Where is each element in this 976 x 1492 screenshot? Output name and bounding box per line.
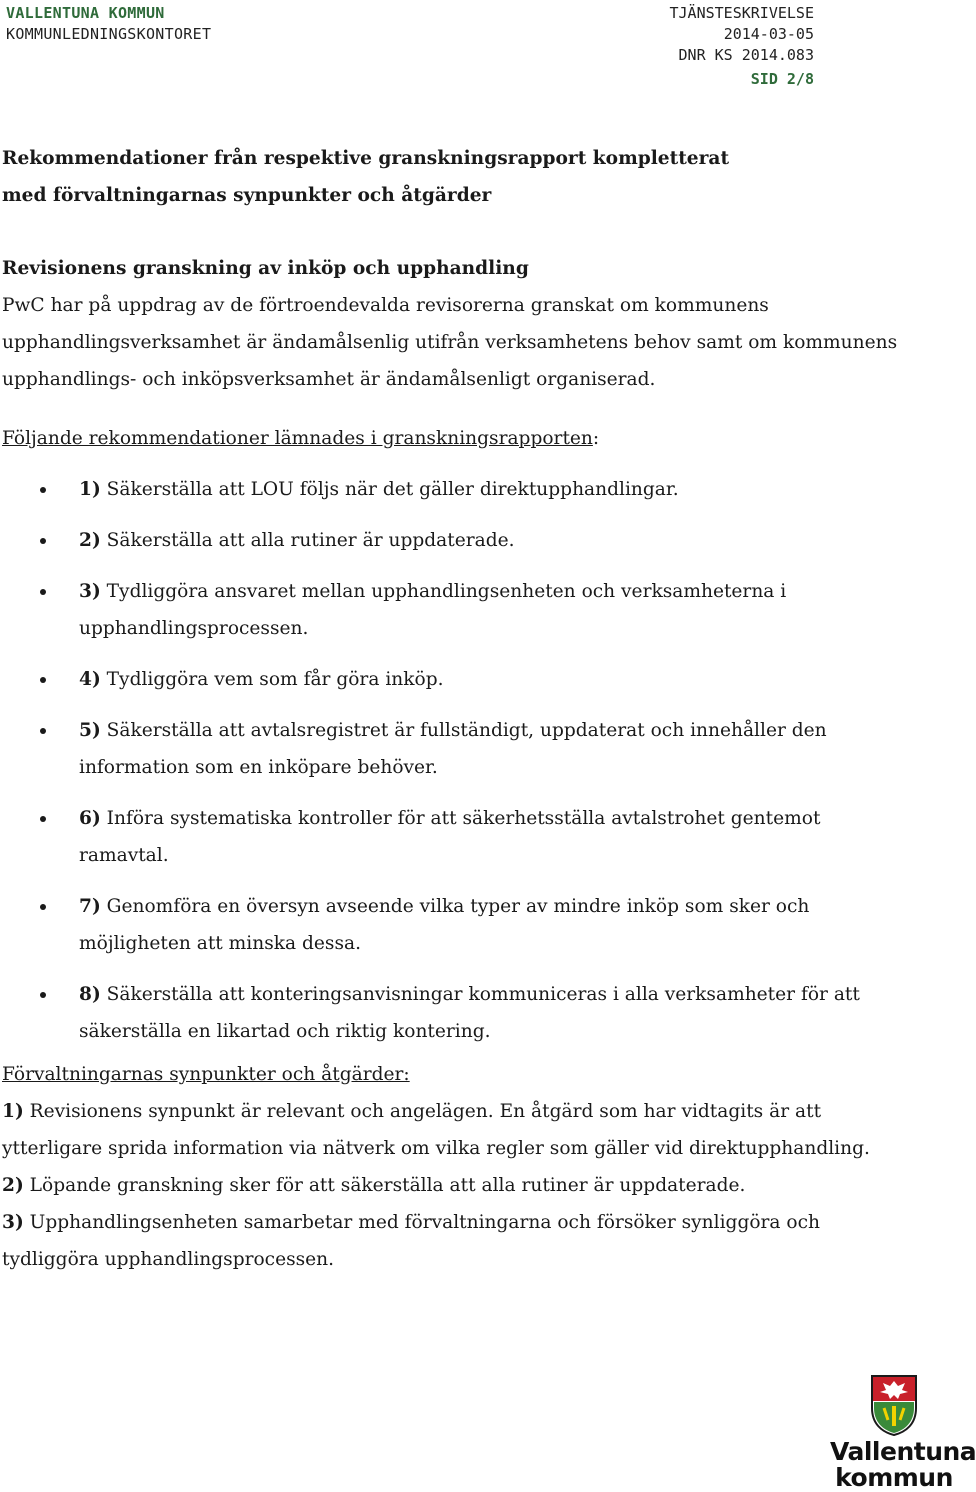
list-item (2, 522, 902, 559)
item-number: 1) (79, 479, 101, 500)
item-text: Tydliggöra ansvaret mellan upphandlingsenheten och verksamheterna i upphandlingsprocessen. (79, 581, 787, 639)
bullet-icon (40, 816, 46, 822)
list-item (2, 800, 902, 874)
logo-text-line-1: Vallentuna (830, 1437, 976, 1466)
bullet-icon (40, 728, 46, 734)
document-date: 2014-03-05 (723, 25, 814, 43)
document-body (2, 140, 902, 1278)
document-header-left (6, 3, 211, 45)
bullet-icon (40, 677, 46, 683)
organization-name: VALLENTUNA KOMMUN (6, 4, 165, 22)
item-text: Löpande granskning sker för att säkerställa att alla rutiner är uppdaterade. (23, 1175, 746, 1196)
bullet-icon (40, 992, 46, 998)
item-text: Upphandlingsenheten samarbetar med förvaltningarna och försöker synliggöra och tydliggöra upphandlingsprocessen. (2, 1212, 821, 1270)
item-text: Införa systematiska kontroller för att säkerhetsställa avtalstrohet gentemot ramavtal. (79, 808, 821, 866)
item-number: 7) (79, 896, 101, 917)
item-number: 1) (2, 1101, 24, 1122)
item-number: 8) (79, 984, 101, 1005)
item-number: 2) (2, 1175, 24, 1196)
item-text: Säkerställa att alla rutiner är uppdaterade. (100, 530, 515, 551)
department-name: KOMMUNLEDNINGSKONTORET (6, 25, 212, 43)
recommendations-heading-colon: : (592, 428, 600, 449)
item-text: Genomföra en översyn avseende vilka typer av mindre inköp som sker och möjligheten att minska dessa. (79, 896, 810, 954)
item-text: Revisionens synpunkt är relevant och angelägen. En åtgärd som har vidtagits är att ytterligare sprida information via nätverk om vilka regler som gäller vid direktupphandling. (2, 1101, 870, 1159)
item-text: Säkerställa att LOU följs när det gäller direktupphandlingar. (100, 479, 679, 500)
item-text: Tydliggöra vem som får göra inköp. (100, 669, 444, 690)
response-paragraph (2, 1204, 902, 1278)
recommendations-heading-text: Följande rekommendationer lämnades i granskningsrapporten (2, 428, 593, 449)
document-title-line-1: Rekommendationer från respektive granskningsrapport kompletterat (2, 148, 730, 169)
item-number: 3) (2, 1212, 24, 1233)
list-item (2, 888, 902, 962)
recommendations-heading (2, 420, 902, 457)
page-number: SID 2/8 (750, 70, 814, 88)
list-item (2, 976, 902, 1050)
document-title (2, 140, 902, 214)
item-text: Säkerställa att avtalsregistret är fullständigt, uppdaterat och innehåller den information som en inköpare behöver. (79, 720, 827, 778)
document-title-line-2: med förvaltningarnas synpunkter och åtgärder (2, 185, 492, 206)
item-text: Säkerställa att konteringsanvisningar kommuniceras i alla verksamheter för att säkerställa en likartad och riktig kontering. (79, 984, 860, 1042)
item-number: 2) (79, 530, 101, 551)
vallentuna-logo (830, 1372, 976, 1492)
bullet-icon (40, 487, 46, 493)
logo-text-line-2: kommun (835, 1463, 953, 1492)
document-type: TJÄNSTESKRIVELSE (669, 4, 814, 22)
document-header-right (670, 3, 815, 90)
coat-of-arms-icon (870, 1374, 918, 1436)
section-heading: Revisionens granskning av inköp och upphandling (2, 258, 529, 279)
item-number: 6) (79, 808, 101, 829)
document-dnr: DNR KS 2014.083 (678, 46, 814, 64)
bullet-icon (40, 904, 46, 910)
item-number: 3) (79, 581, 101, 602)
list-item (2, 471, 902, 508)
item-number: 5) (79, 720, 101, 741)
item-number: 4) (79, 669, 101, 690)
list-item (2, 712, 902, 786)
response-paragraph (2, 1167, 902, 1204)
bullet-icon (40, 589, 46, 595)
recommendations-list (2, 471, 902, 1050)
bullet-icon (40, 538, 46, 544)
intro-paragraph: PwC har på uppdrag av de förtroendevalda revisorerna granskat om kommunens upphandlingsverksamhet är ändamålsenlig utifrån verksamhetens behov samt om kommunens upphandlings- och inköpsverksamhet är ändamålsenligt organiserad. (2, 295, 898, 390)
list-item (2, 573, 902, 647)
list-item (2, 661, 902, 698)
responses-heading: Förvaltningarnas synpunkter och åtgärder: (2, 1064, 410, 1085)
response-paragraph (2, 1093, 902, 1167)
